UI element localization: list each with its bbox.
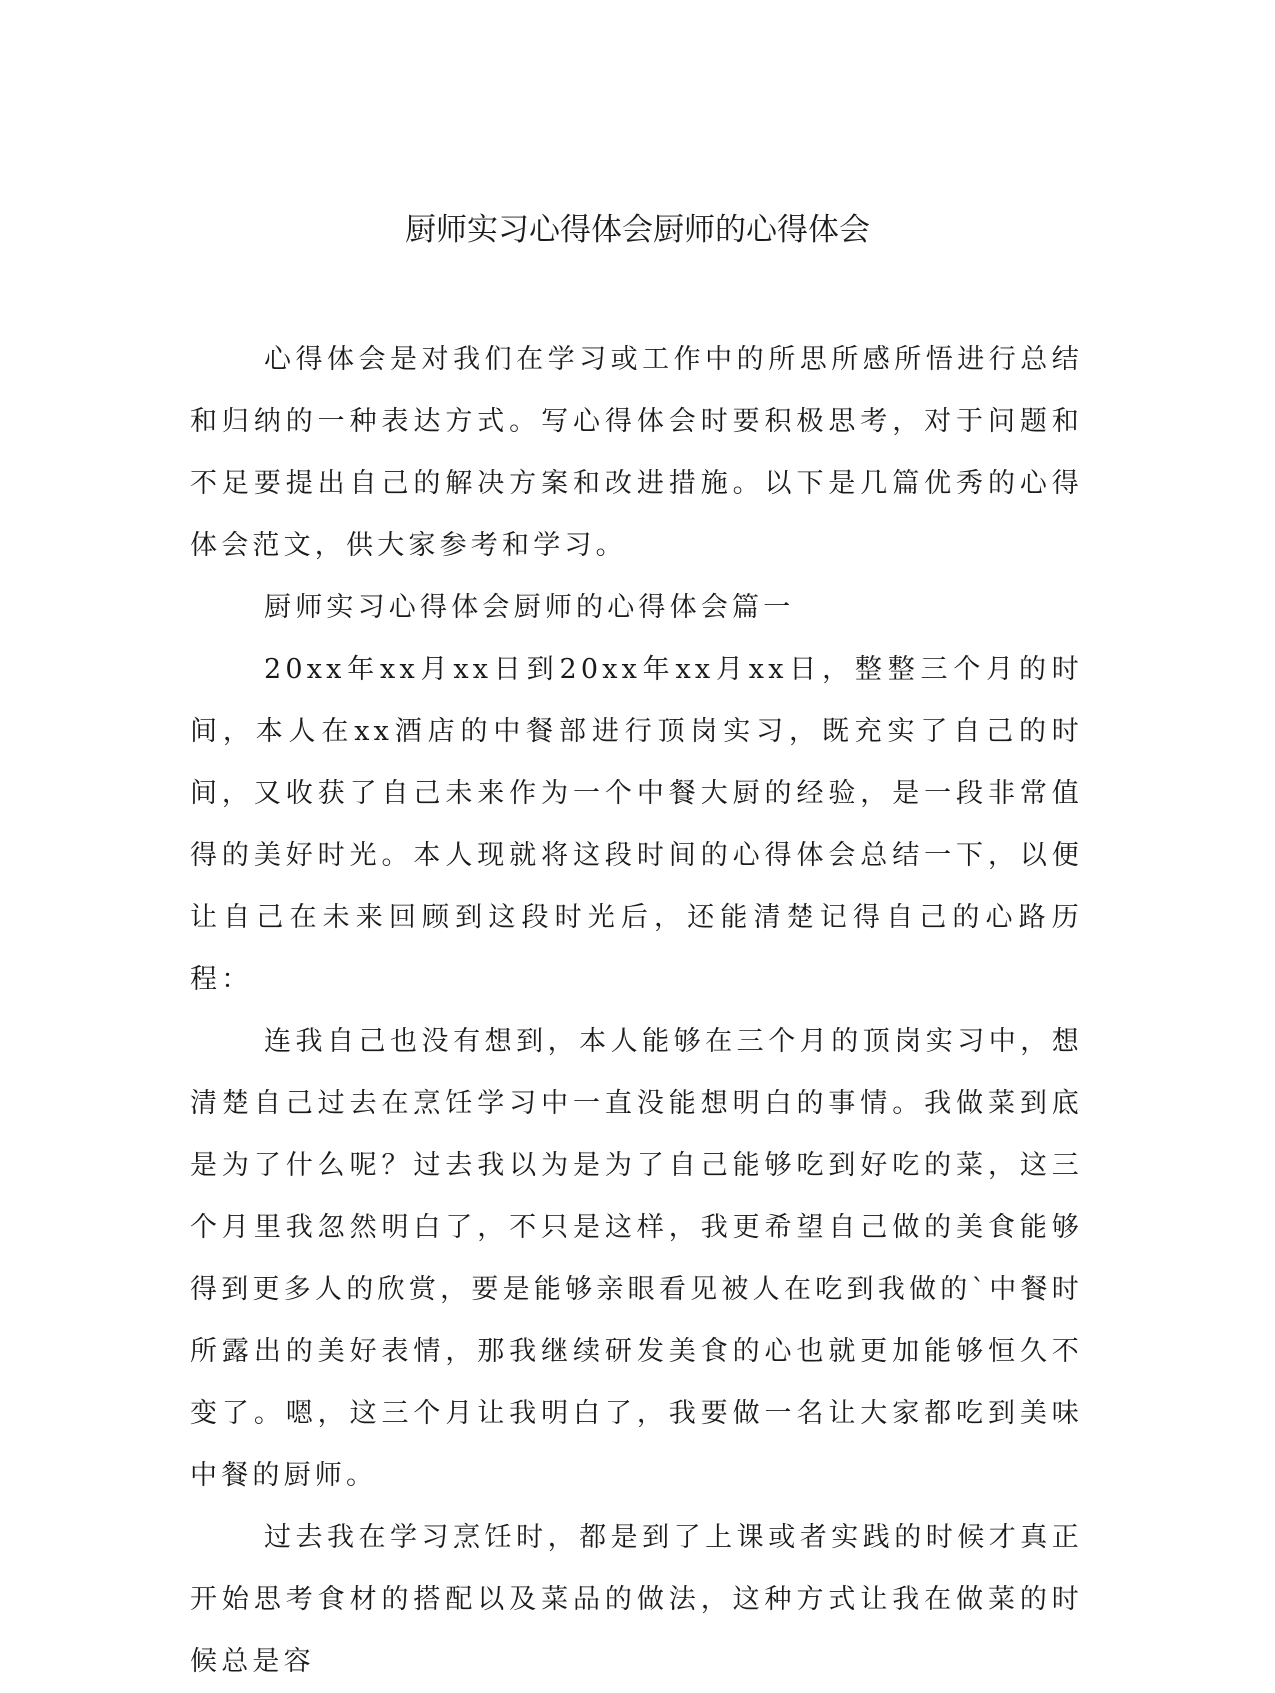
body-paragraph: 20xx年xx月xx日到20xx年xx月xx日，整整三个月的时间，本人在xx酒店的中餐部进行顶岗实习，既充实了自己的时间，又收获了自己未来作为一个中餐大厨的经验，是一段非常值得的美好时光。本人现就将这段时间的心得体会总结一下，以便让自己在未来回顾到这段时光后，还能清楚记得自己的心路历程： — [190, 654, 1083, 995]
intro-paragraph: 心得体会是对我们在学习或工作中的所思所感所悟进行总结和归纳的一种表达方式。写心得体会时要积极思考，对于问题和不足要提出自己的解决方案和改进措施。以下是几篇优秀的心得体会范文，供大家参考和学习。 — [190, 344, 1083, 561]
section-heading: 厨师实习心得体会厨师的心得体会篇一 — [264, 592, 795, 623]
body-paragraph: 连我自己也没有想到，本人能够在三个月的顶岗实习中，想清楚自己过去在烹饪学习中一直没能想明白的事情。我做菜到底是为了什么呢？过去我以为是为了自己能够吃到好吃的菜，这三个月里我忽然明白了，不只是这样，我更希望自己做的美食能够得到更多人的欣赏，要是能够亲眼看见被人在吃到我做的`中餐时所露出的美好表情，那我继续研发美食的心也就更加能够恒久不变了。嗯，这三个月让我明白了，我要做一名让大家都吃到美味中餐的厨师。 — [190, 1026, 1083, 1491]
body-paragraph: 过去我在学习烹饪时，都是到了上课或者实践的时候才真正开始思考食材的搭配以及菜品的做法，这种方式让我在做菜的时候总是容 — [190, 1522, 1083, 1677]
document-body — [190, 329, 1083, 1693]
document-title: 厨师实习心得体会厨师的心得体会 — [405, 212, 870, 248]
